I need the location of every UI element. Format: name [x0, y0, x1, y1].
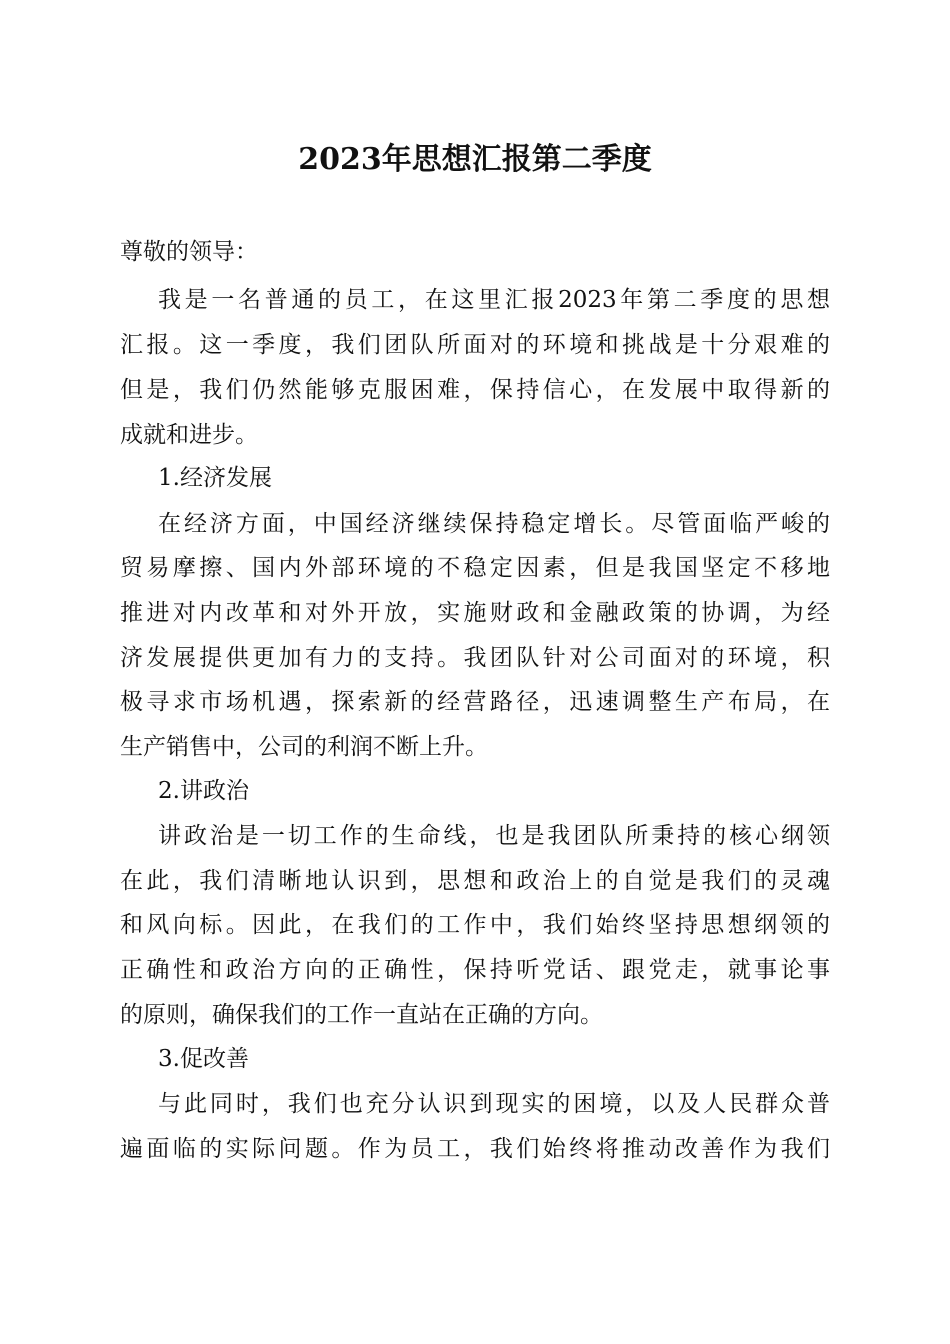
paragraph-line: 成就和进步。	[120, 422, 258, 448]
paragraph-line: 讲政治是一切工作的生命线，也是我团队所秉持的核心纲领	[158, 823, 830, 849]
document-title: 2023年思想汇报第二季度	[298, 142, 652, 177]
paragraph-line: 汇报。这一季度，我们团队所面对的环境和挑战是十分艰难的	[120, 332, 830, 358]
paragraph-line: 推进对内改革和对外开放，实施财政和金融政策的协调，为经	[120, 600, 830, 626]
paragraph-line: 正确性和政治方向的正确性，保持听党话、跟党走，就事论事	[120, 957, 830, 983]
paragraph-line: 在经济方面，中国经济继续保持稳定增长。尽管面临严峻的	[158, 511, 830, 537]
section-heading: 2.讲政治	[158, 778, 249, 804]
paragraph-line: 遍面临的实际问题。作为员工，我们始终将推动改善作为我们	[120, 1136, 830, 1162]
paragraph-line: 贸易摩擦、国内外部环境的不稳定因素，但是我国坚定不移地	[120, 555, 830, 581]
paragraph-line: 和风向标。因此，在我们的工作中，我们始终坚持思想纲领的	[120, 912, 830, 938]
paragraph-line: 在此，我们清晰地认识到，思想和政治上的自觉是我们的灵魂	[120, 868, 830, 894]
paragraph-line: 生产销售中，公司的利润不断上升。	[120, 734, 488, 760]
paragraph-line: 极寻求市场机遇，探索新的经营路径，迅速调整生产布局，在	[120, 689, 830, 715]
paragraph-line: 的原则，确保我们的工作一直站在正确的方向。	[120, 1002, 603, 1028]
section-heading: 1.经济发展	[158, 465, 272, 491]
salutation: 尊敬的领导：	[120, 239, 258, 265]
paragraph-line: 但是，我们仍然能够克服困难，保持信心，在发展中取得新的	[120, 377, 830, 403]
paragraph-line: 与此同时，我们也充分认识到现实的困境，以及人民群众普	[158, 1091, 830, 1117]
paragraph-line: 我是一名普通的员工，在这里汇报2023年第二季度的思想	[158, 287, 830, 313]
section-heading: 3.促改善	[158, 1046, 249, 1072]
paragraph-line: 济发展提供更加有力的支持。我团队针对公司面对的环境，积	[120, 645, 830, 671]
